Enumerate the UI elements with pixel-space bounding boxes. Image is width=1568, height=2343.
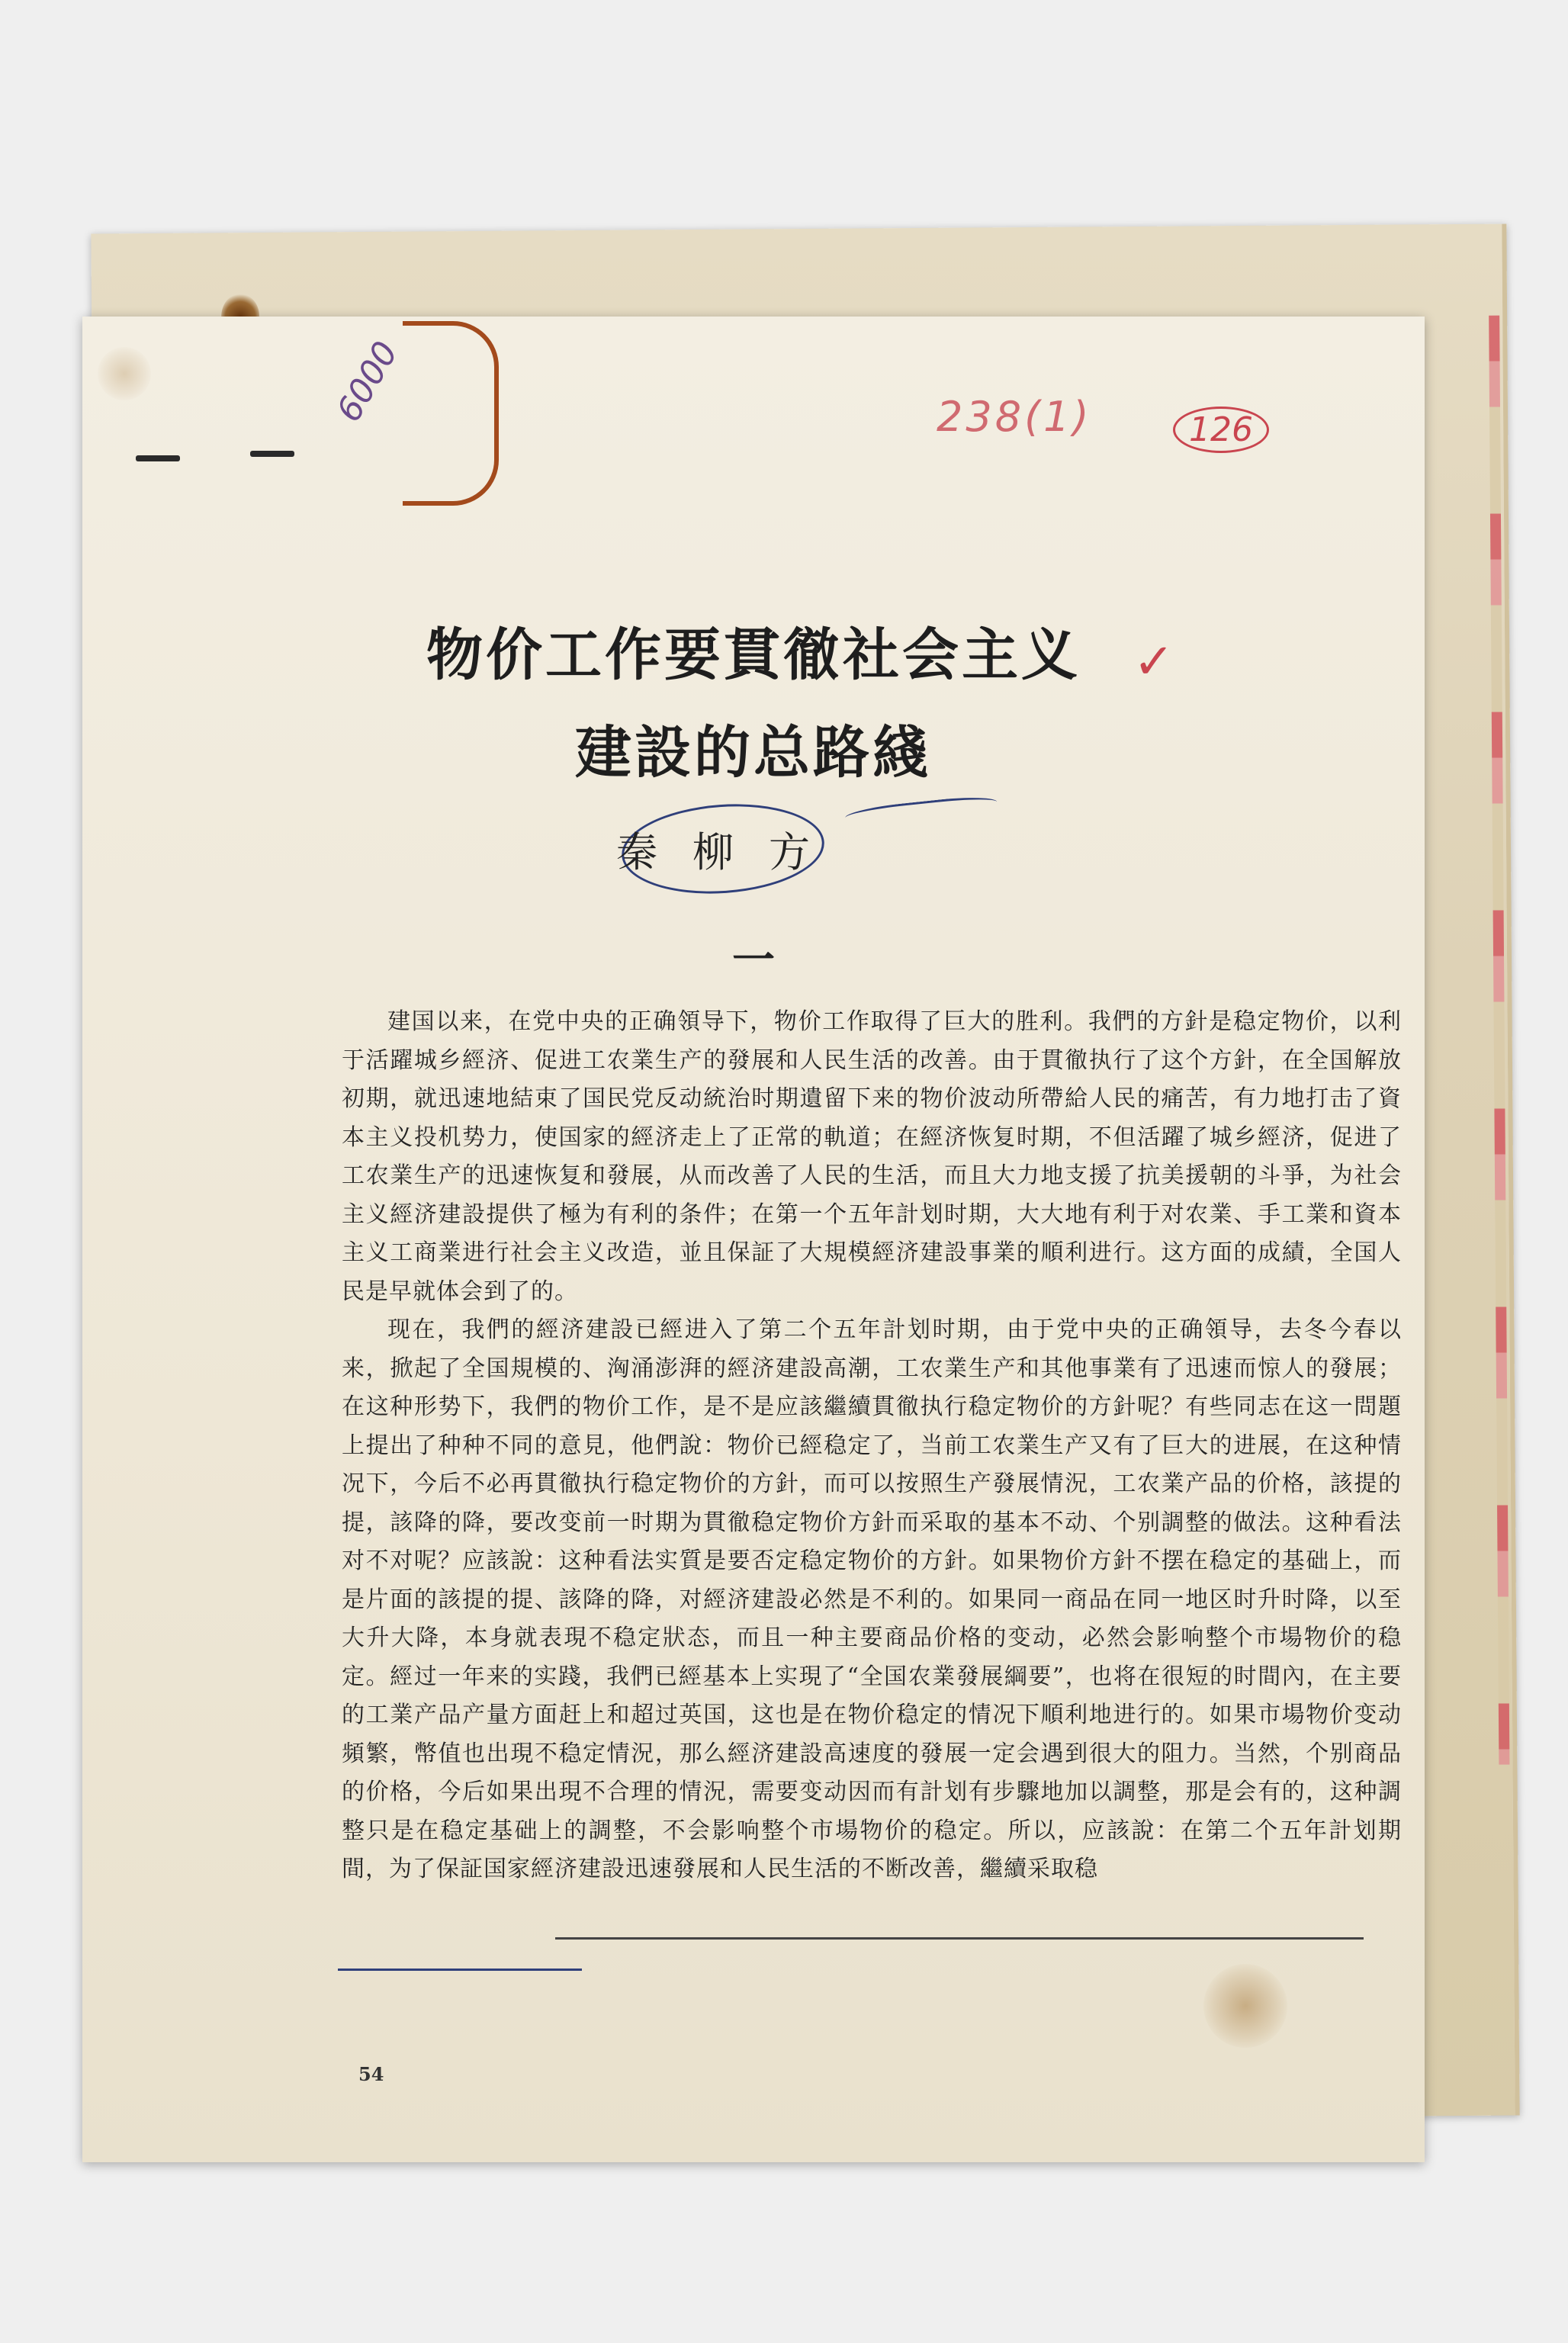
handwritten-number: 6000 <box>329 335 406 429</box>
paragraph: 现在，我們的經济建設已經进入了第二个五年計划时期，由于党中央的正确領导，去冬今春以来，掀起了全国規模的、洶涌澎湃的經济建設高潮，工农業生产和其他事業有了迅速而惊人的發展；在这种形势下，我們的物价工作，是不是应該繼續貫徹执行稳定物价的方針呢？有些同志在这一問題上提出了种种不同的意見，他們說：物价已經稳定了，当前工农業生产又有了巨大的进展，在这种情况下，今后不必再貫徹执行稳定物价的方針，而可以按照生产發展情況，工农業产品的价格，該提的提，該降的降，要改变前一时期为貫徹稳定物价方針而采取的基本不动、个别調整的做法。这种看法对不对呢？应該說：这种看法实質是要否定稳定物价的方針。如果物价方針不摆在稳定的基础上，而是片面的該提的提、該降的降，对經济建設必然是不利的。如果同一商品在同一地区时升时降，以至大升大降，本身就表現不稳定狀态，而且一种主要商品价格的变动，必然会影响整个市場物价的稳定。經过一年来的实踐，我們已經基本上实現了“全国农業發展綱要”，也将在很短的时間內，在主要的工業产品产量方面赶上和超过英国，这也是在物价稳定的情况下順利地进行的。如果市場物价变动頻繁，幣值也出現不稳定情況，那么經济建設高速度的發展一定会遇到很大的阻力。当然，个别商品的价格，今后如果出現不合理的情況，需要变动因而有計划有步驟地加以調整，那是会有的，这种調整只是在稳定基础上的調整，不会影响整个市場物价的稳定。所以，应該說：在第二个五年計划期間，为了保証国家經济建設迅速發展和人民生活的不断改善，繼續采取稳 <box>342 1316 1402 1882</box>
underline-mark <box>338 1969 582 1971</box>
checkmark-icon: ✓ <box>1133 634 1174 690</box>
title-line-2: 建設的总路綫 <box>575 720 932 786</box>
handwritten-code: 238(1) <box>937 393 1092 441</box>
section-number: 一 <box>732 935 775 985</box>
article-title <box>82 606 1425 802</box>
title-line-1: 物价工作要貫徹社会主义 <box>426 622 1081 688</box>
paper-stain <box>1203 1964 1287 2048</box>
paper-stain <box>98 347 151 400</box>
circled-number: 126 <box>1173 407 1269 453</box>
paragraph: 建国以来，在党中央的正确領导下，物价工作取得了巨大的胜利。我們的方針是稳定物价，以利于活躍城乡經济、促进工农業生产的發展和人民生活的改善。由于貫徹执行了这个方針，在全国解放初期，就迅速地結束了国民党反动統治时期遺留下来的物价波动所帶給人民的痛苦，有力地打击了資本主义投机势力，使国家的經济走上了正常的軌道；在經济恢复时期，不但活躍了城乡經济，促进了工农業生产的迅速恢复和發展，从而改善了人民的生活，而且大力地支援了抗美援朝的斗爭，为社会主义經济建設提供了極为有利的条件；在第一个五年計划时期，大大地有利于对农業、手工業和資本主义工商業进行社会主义改造，並且保証了大規模經济建設事業的順利进行。这方面的成績，全国人民是早就体会到了的。 <box>342 1008 1402 1305</box>
page-number: 54 <box>358 2063 384 2085</box>
red-edge-stain <box>1489 316 1509 1765</box>
handwritten-dashes <box>136 451 334 458</box>
paperclip-mark <box>403 321 499 506</box>
author-name: 秦柳方 <box>616 828 845 876</box>
strikethrough-mark <box>555 1937 1364 1940</box>
printed-page <box>82 317 1425 2162</box>
article-body <box>342 1003 1402 1889</box>
